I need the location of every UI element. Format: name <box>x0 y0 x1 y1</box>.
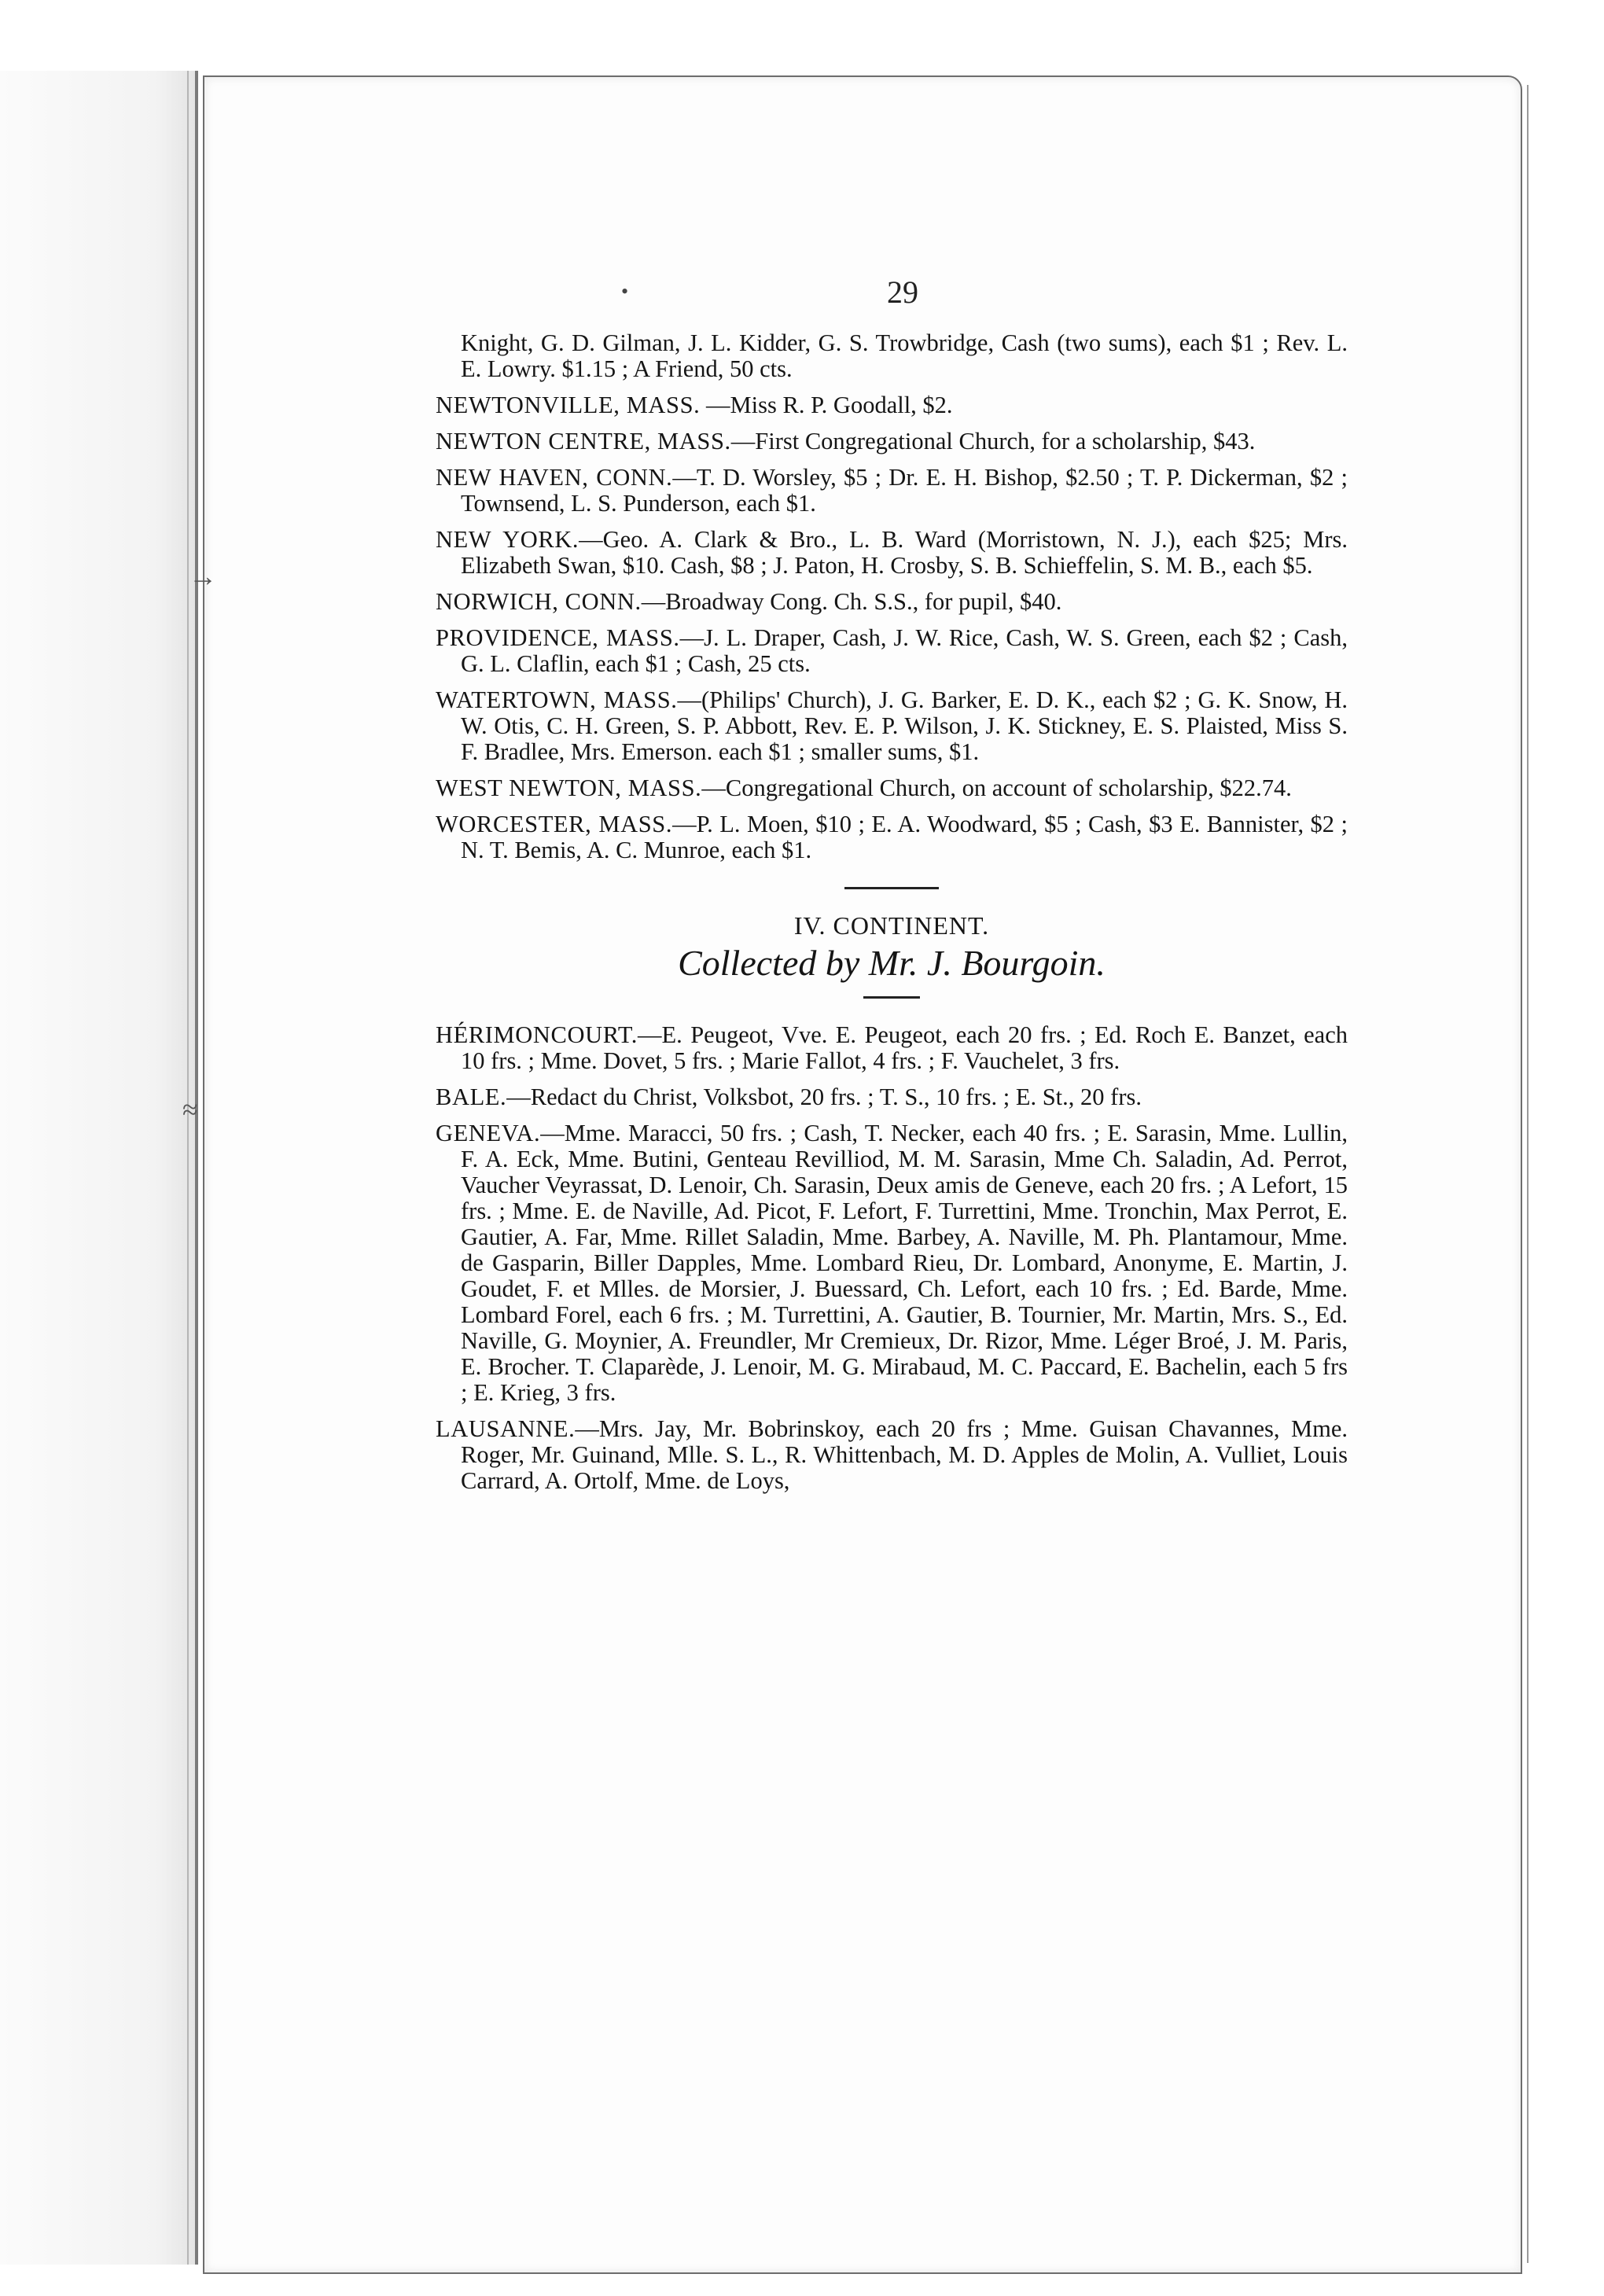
entry-place: GENEVA. <box>436 1120 541 1146</box>
entry-text: —Geo. A. Clark & Bro., L. B. Ward (Morristown, N. J.), each $25; Mrs. Elizabeth Swan, $10. Cash, $8 ; J. Paton, H. Crosby, S. B. Schieffelin, S. M. B., each $5. <box>461 526 1348 579</box>
entry-place: HÉRIMONCOURT. <box>436 1021 638 1048</box>
donor-entry <box>436 429 1348 454</box>
entry-place: NORWICH, CONN. <box>436 588 642 615</box>
donor-entry <box>436 625 1348 677</box>
entry-place: NEW YORK. <box>436 526 579 553</box>
entry-text: —Broadway Cong. Ch. S.S., for pupil, $40. <box>641 588 1062 615</box>
donor-list-top <box>436 330 1348 863</box>
donor-entry <box>436 811 1348 863</box>
entry-text: —J. L. Draper, Cash, J. W. Rice, Cash, W. S. Green, each $2 ; Cash, G. L. Claflin, each $1 ; Cash, 25 cts. <box>461 624 1348 677</box>
entry-text: —P. L. Moen, $10 ; E. A. Woodward, $5 ; Cash, $3 E. Bannister, $2 ; N. T. Bemis, A. C. Munroe, each $1. <box>461 811 1348 863</box>
entry-text: —Mrs. Jay, Mr. Bobrinskoy, each 20 frs ; Mme. Guisan Chavannes, Mme. Roger, Mr. Guinand, Mlle. S. L., R. Whittenbach, M. D. Apples de Molin, A. Vulliet, Louis Carrard, A. Ortolf, Mme. de Loys, <box>461 1415 1348 1494</box>
page-stack-edge <box>1514 85 1529 2263</box>
entry-place: PROVIDENCE, MASS. <box>436 624 680 651</box>
donor-entry <box>436 330 1348 382</box>
entry-place: NEW HAVEN, CONN. <box>436 464 673 491</box>
entry-place: WATERTOWN, MASS. <box>436 686 678 713</box>
donor-entry <box>436 687 1348 765</box>
entry-place: WORCESTER, MASS. <box>436 811 673 837</box>
entry-text: —Miss R. P. Goodall, $2. <box>700 392 953 418</box>
section-divider <box>844 887 939 889</box>
entry-text: —E. Peugeot, Vve. E. Peugeot, each 20 frs. ; Ed. Roch E. Banzet, each 10 frs. ; Mme. Dovet, 5 frs. ; Marie Fallot, 4 frs. ; F. Vauchelet, 3 frs. <box>461 1021 1348 1074</box>
short-divider <box>863 996 920 999</box>
binding-mark: ≈ <box>182 1094 198 1125</box>
donor-entry <box>436 1084 1348 1110</box>
binding-mark: → <box>189 561 217 592</box>
entry-text: Knight, G. D. Gilman, J. L. Kidder, G. S. Trowbridge, Cash (two sums), each $1 ; Rev. L. E. Lowry. $1.15 ; A Friend, 50 cts. <box>461 329 1348 382</box>
donor-list-bottom <box>436 1022 1348 1494</box>
page-number: 29 <box>887 274 918 310</box>
entry-place: WEST NEWTON, MASS. <box>436 775 702 801</box>
donor-entry <box>436 589 1348 615</box>
entry-text: —First Congregational Church, for a scholarship, $43. <box>730 428 1256 454</box>
donor-entry <box>436 1416 1348 1494</box>
entry-place: NEWTON CENTRE, MASS. <box>436 428 731 454</box>
entry-text: —Mme. Maracci, 50 frs. ; Cash, T. Necker, each 40 frs. ; E. Sarasin, Mme. Lullin, F. A. Eck, Mme. Butini, Genteau Revilliod, M. M. Sarasin, Mme Ch. Saladin, Ad. Perrot, Vaucher Veyrassat, D. Lenoir, Ch. Sarasin, Deux amis de Geneve, each 20 frs. ; A Lefort, 15 frs. ; Mme. E. de Naville, Ad. Picot, F. Lefort, F. Turrettini, Mme. Tronchin, Max Perrot, E. Gautier, A. Far, Mme. Rillet Saladin, Mme. Barbey, A. Naville, M. Ph. Plantamour, Mme. de Gasparin, Biller Dapples, Mme. Lombard Rieu, Dr. Lombard, Anonyme, E. Martin, J. Goudet, F. et Mlles. de Morsier, J. Buessard, Ch. Lefort, each 10 frs. ; Ed. Barde, Mme. Lombard Forel, each 6 frs. ; M. Turrettini, A. Gautier, B. Tournier, Mr. Martin, Mrs. S., Ed. Naville, G. Moynier, A. Freundler, Mr Cremieux, Dr. Rizor, Mme. Léger Broé, J. M. Paris, E. Brocher. T. Claparède, J. Lenoir, M. G. Mirabaud, M. C. Paccard, E. Bachelin, each 5 frs ; E. Krieg, 3 frs. <box>461 1120 1348 1406</box>
donor-entry <box>436 775 1348 801</box>
facing-page-edge <box>0 71 198 2265</box>
entry-place: LAUSANNE. <box>436 1415 576 1442</box>
collector-heading: Collected by Mr. J. Bourgoin. <box>678 943 1106 983</box>
entry-text: —(Philips' Church), J. G. Barker, E. D. K., each $2 ; G. K. Snow, H. W. Otis, C. H. Green, S. P. Abbott, Rev. E. P. Wilson, J. K. Stickney, E. S. Plaisted, Miss S. F. Bradlee, Mrs. Emerson. each $1 ; smaller sums, $1. <box>461 686 1348 765</box>
entry-text: —Congregational Church, on account of scholarship, $22.74. <box>701 775 1292 801</box>
donor-entry <box>436 465 1348 517</box>
entry-place: NEWTONVILLE, MASS. <box>436 392 701 418</box>
donor-entry <box>436 392 1348 418</box>
section-title: IV. CONTINENT. <box>793 911 990 940</box>
donor-entry <box>436 1022 1348 1074</box>
page-content <box>436 330 1348 1504</box>
ink-dot: • <box>621 280 629 303</box>
entry-place: BALE. <box>436 1084 507 1110</box>
entry-text: —T. D. Worsley, $5 ; Dr. E. H. Bishop, $2.50 ; T. P. Dickerman, $2 ; Townsend, L. S. Punderson, each $1. <box>461 464 1348 517</box>
donor-entry <box>436 527 1348 579</box>
entry-text: —Redact du Christ, Volksbot, 20 frs. ; T. S., 10 frs. ; E. St., 20 frs. <box>506 1084 1142 1110</box>
donor-entry <box>436 1120 1348 1406</box>
